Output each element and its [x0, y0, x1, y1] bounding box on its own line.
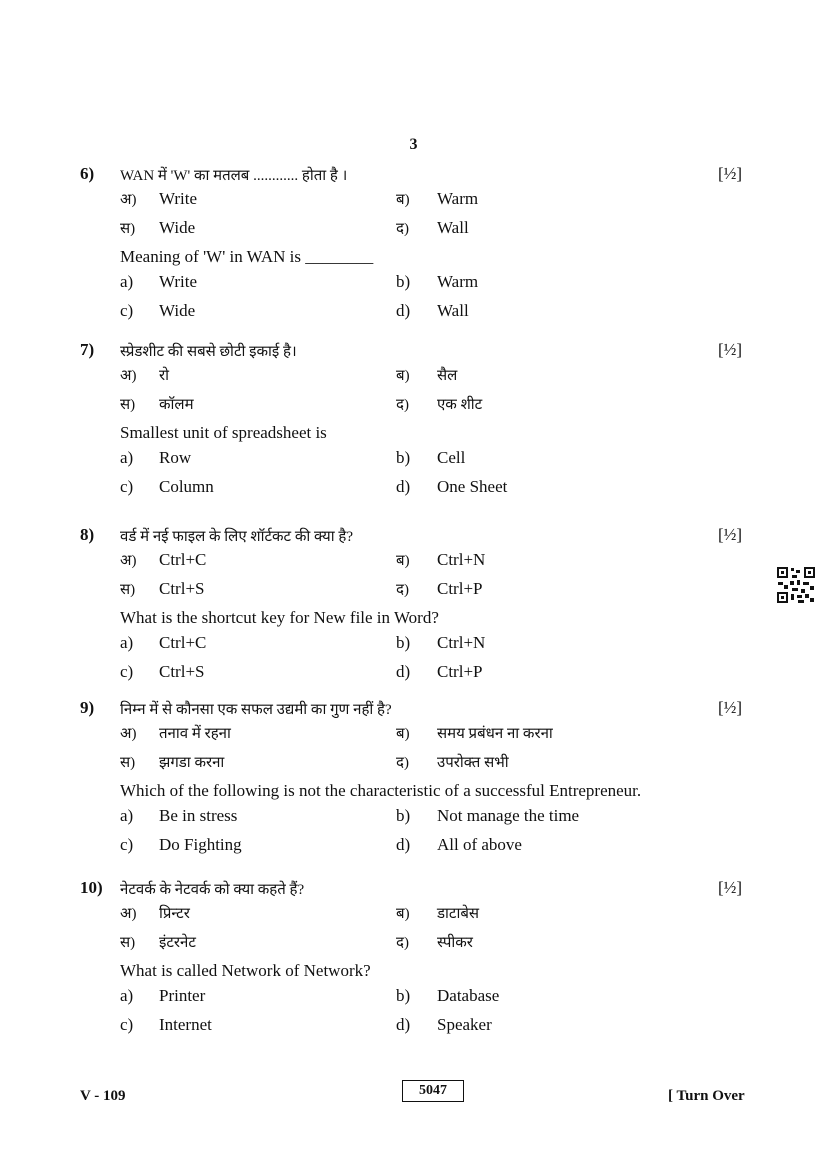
page-number: 3	[409, 136, 418, 153]
option-label: a)	[120, 272, 134, 291]
option-label: अ)	[120, 553, 137, 569]
option-text: Speaker	[437, 1015, 492, 1034]
option-label: ब)	[396, 726, 410, 742]
option-label: द)	[396, 935, 409, 951]
question-text-english: What is called Network of Network?	[120, 961, 371, 980]
option-text: Write	[159, 272, 198, 291]
question-marks: [½]	[718, 878, 743, 897]
option-row-english	[0, 806, 827, 830]
option-label: d)	[396, 477, 411, 496]
option-text: Database	[437, 986, 500, 1005]
option-label: द)	[396, 755, 409, 771]
option-label: d)	[396, 835, 411, 854]
option-row-hindi	[0, 550, 827, 574]
option-text: कॉलम	[159, 397, 194, 413]
option-label: ब)	[396, 368, 410, 384]
option-text: Warm	[437, 272, 479, 291]
option-label: द)	[396, 221, 409, 237]
option-label: a)	[120, 633, 134, 652]
option-label: स)	[120, 582, 136, 598]
option-row-english	[0, 986, 827, 1010]
question-text-hindi: वर्ड में नई फाइल के लिए शॉर्टकट की क्या है?	[120, 529, 353, 545]
option-text: इंटरनेट	[159, 935, 196, 951]
option-text: Cell	[437, 448, 466, 467]
option-label: द)	[396, 582, 409, 598]
option-label: अ)	[120, 726, 137, 742]
option-label: अ)	[120, 368, 137, 384]
option-label: d)	[396, 662, 411, 681]
option-row-hindi	[0, 903, 827, 927]
option-text: Ctrl+S	[159, 579, 205, 598]
option-row-hindi	[0, 365, 827, 389]
option-label: d)	[396, 1015, 411, 1034]
qr-code-icon	[776, 566, 816, 604]
option-label: a)	[120, 448, 134, 467]
option-text: एक शीट	[437, 397, 483, 413]
option-label: स)	[120, 935, 136, 951]
option-text: Wall	[437, 301, 469, 320]
question-number: 8)	[80, 525, 95, 544]
question-text-english: What is the shortcut key for New file in Word?	[120, 608, 439, 627]
option-label: c)	[120, 835, 134, 854]
option-row-english	[0, 835, 827, 859]
question-number: 6)	[80, 164, 95, 183]
option-label: b)	[396, 272, 411, 291]
option-label: b)	[396, 633, 411, 652]
question-text-english: Which of the following is not the characteristic of a successful Entrepreneur.	[120, 781, 642, 800]
option-row-hindi	[0, 752, 827, 776]
option-label: ब)	[396, 192, 410, 208]
option-row-hindi	[0, 189, 827, 213]
option-text: स्पीकर	[437, 935, 473, 951]
option-text: Ctrl+P	[437, 579, 483, 598]
option-label: b)	[396, 986, 411, 1005]
option-row-english	[0, 1015, 827, 1039]
option-text: Internet	[159, 1015, 212, 1034]
option-text: रो	[159, 368, 170, 384]
question-marks: [½]	[718, 698, 743, 717]
option-row-hindi	[0, 579, 827, 603]
option-text: Wide	[159, 301, 196, 320]
option-text: डाटाबेस	[437, 906, 480, 922]
option-text: Be in stress	[159, 806, 238, 825]
option-text: झगडा करना	[159, 755, 225, 771]
option-row-hindi	[0, 218, 827, 242]
option-row-english	[0, 633, 827, 657]
option-label: a)	[120, 806, 134, 825]
question-number: 10)	[80, 878, 103, 897]
option-label: स)	[120, 221, 136, 237]
option-label: स)	[120, 397, 136, 413]
option-text: उपरोक्त सभी	[437, 755, 509, 771]
option-text: Ctrl+N	[437, 550, 486, 569]
option-label: द)	[396, 397, 409, 413]
option-label: c)	[120, 301, 134, 320]
option-text: Wall	[437, 218, 469, 237]
option-label: ब)	[396, 906, 410, 922]
option-label: ब)	[396, 553, 410, 569]
option-label: b)	[396, 806, 411, 825]
question-marks: [½]	[718, 340, 743, 359]
option-text: Column	[159, 477, 214, 496]
question-text-english: Meaning of 'W' in WAN is ________	[120, 247, 374, 266]
option-text: Not manage the time	[437, 806, 580, 825]
option-row-hindi	[0, 723, 827, 747]
option-label: स)	[120, 755, 136, 771]
question-text-hindi: स्प्रेडशीट की सबसे छोटी इकाई है।	[120, 344, 297, 360]
option-row-english	[0, 477, 827, 501]
question-marks: [½]	[718, 525, 743, 544]
option-row-hindi	[0, 394, 827, 418]
question-text-hindi: WAN में 'W' का मतलब ............ होता है ।	[120, 168, 348, 184]
option-text: समय प्रबंधन ना करना	[437, 726, 553, 742]
question-text-hindi: निम्न में से कौनसा एक सफल उद्यमी का गुण नहीं है?	[120, 702, 392, 718]
question-text-english: Smallest unit of spreadsheet is	[120, 423, 327, 442]
option-text: Ctrl+P	[437, 662, 483, 681]
option-row-english	[0, 662, 827, 686]
option-text: Do Fighting	[159, 835, 242, 854]
option-row-english	[0, 448, 827, 472]
option-label: c)	[120, 477, 134, 496]
option-label: b)	[396, 448, 411, 467]
turn-over-note: [ Turn Over	[668, 1088, 745, 1104]
option-text: Ctrl+C	[159, 550, 207, 569]
option-label: c)	[120, 1015, 134, 1034]
option-text: सैल	[437, 368, 458, 384]
option-text: One Sheet	[437, 477, 508, 496]
paper-code: V - 109	[80, 1088, 126, 1104]
option-text: प्रिन्टर	[159, 906, 190, 922]
option-label: a)	[120, 986, 134, 1005]
option-row-english	[0, 301, 827, 325]
option-text: तनाव में रहना	[159, 726, 231, 742]
option-label: अ)	[120, 906, 137, 922]
option-text: Ctrl+C	[159, 633, 207, 652]
question-text-hindi: नेटवर्क के नेटवर्क को क्या कहते हैं?	[120, 882, 305, 898]
option-text: Warm	[437, 189, 479, 208]
option-text: Row	[159, 448, 192, 467]
question-number: 7)	[80, 340, 95, 359]
option-row-english	[0, 272, 827, 296]
option-text: Ctrl+N	[437, 633, 486, 652]
option-label: d)	[396, 301, 411, 320]
option-text: Write	[159, 189, 198, 208]
question-number: 9)	[80, 698, 95, 717]
option-text: Wide	[159, 218, 196, 237]
option-text: Printer	[159, 986, 206, 1005]
question-marks: [½]	[718, 164, 743, 183]
option-text: All of above	[437, 835, 522, 854]
option-label: अ)	[120, 192, 137, 208]
page-code-box: 5047	[402, 1080, 464, 1102]
option-row-hindi	[0, 932, 827, 956]
option-text: Ctrl+S	[159, 662, 205, 681]
option-label: c)	[120, 662, 134, 681]
